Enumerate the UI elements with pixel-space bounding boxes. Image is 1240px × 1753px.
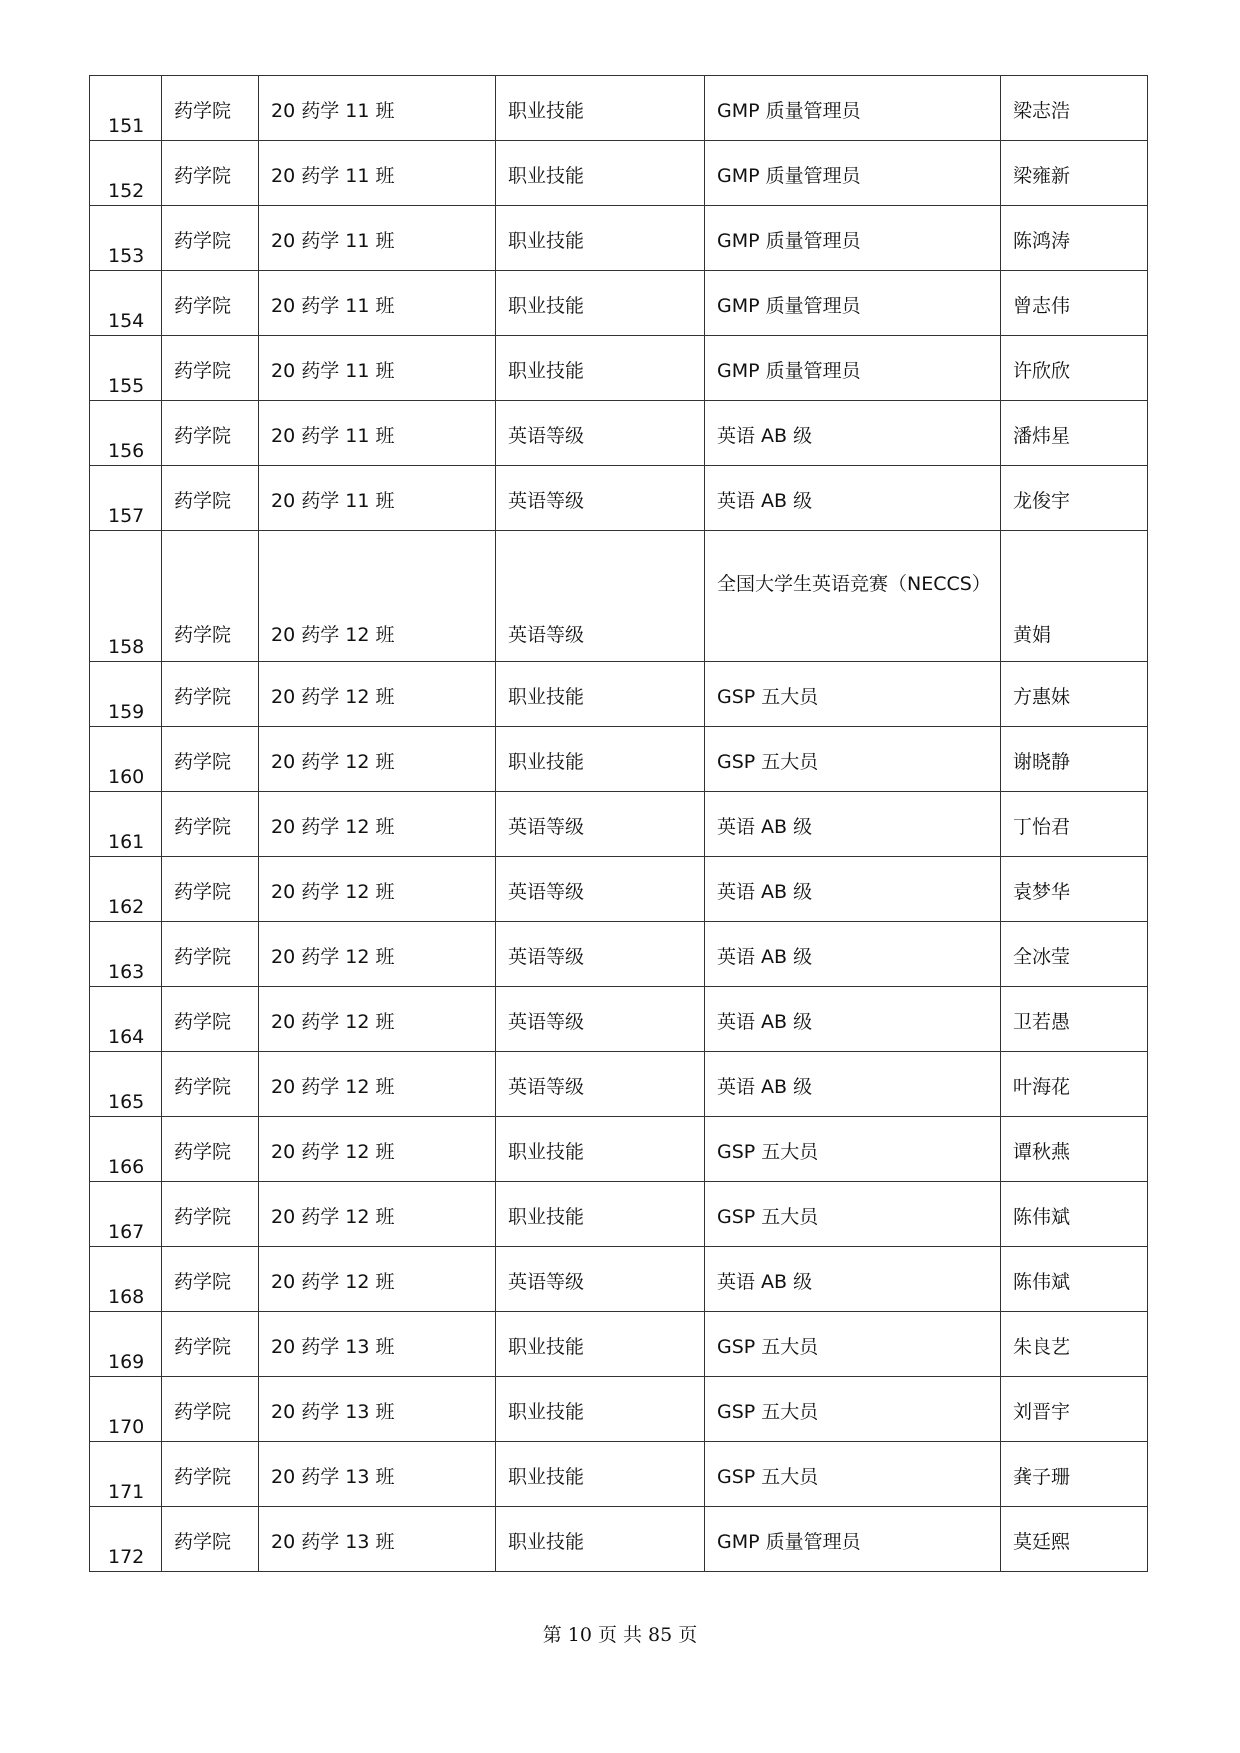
student-name-cell-text: 刘晋宇 xyxy=(1013,1401,1071,1423)
row-number-cell-text: 167 xyxy=(108,1221,145,1243)
college-cell-text: 药学院 xyxy=(174,881,232,903)
class-cell-text: 20 药学 12 班 xyxy=(271,1011,395,1033)
row-number-cell-text: 165 xyxy=(108,1091,145,1113)
class-cell-text: 20 药学 11 班 xyxy=(271,490,395,512)
category-cell xyxy=(496,1442,705,1507)
student-name-cell-text: 全冰莹 xyxy=(1013,946,1071,968)
college-cell-text: 药学院 xyxy=(174,295,232,317)
certificate-cell-text: GSP 五大员 xyxy=(717,1466,819,1488)
class-cell xyxy=(259,1377,496,1442)
certificate-cell xyxy=(705,1312,1001,1377)
student-name-cell xyxy=(1001,466,1148,531)
certificate-cell-text: GSP 五大员 xyxy=(717,686,819,708)
table-row xyxy=(90,662,1148,727)
college-cell xyxy=(162,857,259,922)
college-cell xyxy=(162,792,259,857)
row-number-cell xyxy=(90,1052,162,1117)
certificate-cell-text: GMP 质量管理员 xyxy=(717,1531,861,1553)
student-name-cell-text: 谭秋燕 xyxy=(1013,1141,1071,1163)
category-cell xyxy=(496,271,705,336)
class-cell xyxy=(259,531,496,662)
student-name-cell-text: 黄娟 xyxy=(1013,624,1052,646)
student-name-cell-text: 梁志浩 xyxy=(1013,100,1071,122)
table-row xyxy=(90,401,1148,466)
student-name-cell xyxy=(1001,987,1148,1052)
row-number-cell-text: 172 xyxy=(108,1546,145,1568)
certificate-cell xyxy=(705,727,1001,792)
table-row xyxy=(90,922,1148,987)
table-row xyxy=(90,1182,1148,1247)
college-cell-text: 药学院 xyxy=(174,1076,232,1098)
row-number-cell xyxy=(90,922,162,987)
category-cell xyxy=(496,922,705,987)
college-cell xyxy=(162,727,259,792)
certificate-cell-text: GSP 五大员 xyxy=(717,751,819,773)
row-number-cell-text: 154 xyxy=(108,310,145,332)
student-name-cell xyxy=(1001,922,1148,987)
row-number-cell xyxy=(90,336,162,401)
certificate-cell-text: GMP 质量管理员 xyxy=(717,230,861,252)
certificate-cell-text: GMP 质量管理员 xyxy=(717,295,861,317)
certificate-cell xyxy=(705,401,1001,466)
certificate-cell xyxy=(705,1507,1001,1572)
row-number-cell-text: 159 xyxy=(108,701,145,723)
class-cell-text: 20 药学 12 班 xyxy=(271,1206,395,1228)
table-row xyxy=(90,141,1148,206)
student-name-cell xyxy=(1001,857,1148,922)
table-row xyxy=(90,466,1148,531)
certificate-cell xyxy=(705,662,1001,727)
college-cell xyxy=(162,271,259,336)
row-number-cell xyxy=(90,1377,162,1442)
records-body xyxy=(90,76,1148,1572)
category-cell-text: 职业技能 xyxy=(508,1466,585,1488)
college-cell-text: 药学院 xyxy=(174,1531,232,1553)
certificate-cell-text: 英语 AB 级 xyxy=(717,1076,813,1098)
college-cell-text: 药学院 xyxy=(174,1271,232,1293)
certificate-cell xyxy=(705,1182,1001,1247)
category-cell-text: 职业技能 xyxy=(508,230,585,252)
category-cell-text: 英语等级 xyxy=(508,1076,585,1098)
category-cell xyxy=(496,401,705,466)
college-cell xyxy=(162,466,259,531)
certificate-cell xyxy=(705,1377,1001,1442)
student-name-cell xyxy=(1001,727,1148,792)
student-name-cell xyxy=(1001,1507,1148,1572)
table-row xyxy=(90,1312,1148,1377)
student-name-cell xyxy=(1001,401,1148,466)
class-cell xyxy=(259,792,496,857)
records-table xyxy=(89,75,1148,1572)
class-cell xyxy=(259,271,496,336)
table-row xyxy=(90,987,1148,1052)
college-cell xyxy=(162,1377,259,1442)
category-cell xyxy=(496,1312,705,1377)
certificate-cell xyxy=(705,531,1001,662)
certificate-cell xyxy=(705,987,1001,1052)
student-name-cell xyxy=(1001,1182,1148,1247)
student-name-cell-text: 袁梦华 xyxy=(1013,881,1071,903)
certificate-cell xyxy=(705,1117,1001,1182)
certificate-cell xyxy=(705,857,1001,922)
table-row xyxy=(90,336,1148,401)
student-name-cell-text: 陈伟斌 xyxy=(1013,1271,1071,1293)
table-row xyxy=(90,1507,1148,1572)
college-cell xyxy=(162,662,259,727)
category-cell xyxy=(496,206,705,271)
category-cell-text: 职业技能 xyxy=(508,1206,585,1228)
row-number-cell-text: 151 xyxy=(108,115,145,137)
row-number-cell xyxy=(90,531,162,662)
category-cell xyxy=(496,1052,705,1117)
category-cell-text: 英语等级 xyxy=(508,946,585,968)
certificate-cell-text: 英语 AB 级 xyxy=(717,1271,813,1293)
college-cell-text: 药学院 xyxy=(174,946,232,968)
student-name-cell xyxy=(1001,1312,1148,1377)
category-cell-text: 职业技能 xyxy=(508,686,585,708)
student-name-cell-text: 朱良艺 xyxy=(1013,1336,1071,1358)
certificate-cell xyxy=(705,1052,1001,1117)
college-cell-text: 药学院 xyxy=(174,100,232,122)
college-cell xyxy=(162,1117,259,1182)
category-cell-text: 英语等级 xyxy=(508,881,585,903)
student-name-cell xyxy=(1001,531,1148,662)
student-name-cell-text: 曾志伟 xyxy=(1013,295,1071,317)
table-row xyxy=(90,857,1148,922)
row-number-cell xyxy=(90,1182,162,1247)
category-cell-text: 英语等级 xyxy=(508,1271,585,1293)
category-cell-text: 职业技能 xyxy=(508,165,585,187)
student-name-cell-text: 潘炜星 xyxy=(1013,425,1071,447)
college-cell xyxy=(162,1312,259,1377)
college-cell-text: 药学院 xyxy=(174,1206,232,1228)
college-cell xyxy=(162,141,259,206)
student-name-cell xyxy=(1001,1377,1148,1442)
class-cell-text: 20 药学 13 班 xyxy=(271,1401,395,1423)
row-number-cell-text: 155 xyxy=(108,375,145,397)
category-cell xyxy=(496,1507,705,1572)
class-cell xyxy=(259,922,496,987)
college-cell-text: 药学院 xyxy=(174,751,232,773)
row-number-cell-text: 158 xyxy=(108,636,145,658)
category-cell xyxy=(496,1117,705,1182)
row-number-cell xyxy=(90,1117,162,1182)
certificate-cell-text: 英语 AB 级 xyxy=(717,816,813,838)
class-cell-text: 20 药学 12 班 xyxy=(271,881,395,903)
certificate-cell-text: 全国大学生英语竞赛（NECCS） xyxy=(717,573,991,595)
certificate-cell-text: 英语 AB 级 xyxy=(717,1011,813,1033)
class-cell-text: 20 药学 11 班 xyxy=(271,165,395,187)
row-number-cell xyxy=(90,987,162,1052)
college-cell xyxy=(162,987,259,1052)
college-cell-text: 药学院 xyxy=(174,816,232,838)
category-cell xyxy=(496,987,705,1052)
table-row xyxy=(90,1052,1148,1117)
certificate-cell xyxy=(705,1442,1001,1507)
row-number-cell xyxy=(90,1507,162,1572)
table-row xyxy=(90,206,1148,271)
row-number-cell xyxy=(90,76,162,141)
student-name-cell xyxy=(1001,271,1148,336)
class-cell-text: 20 药学 11 班 xyxy=(271,360,395,382)
college-cell-text: 药学院 xyxy=(174,425,232,447)
class-cell xyxy=(259,466,496,531)
certificate-cell-text: GSP 五大员 xyxy=(717,1141,819,1163)
table-row xyxy=(90,792,1148,857)
college-cell xyxy=(162,922,259,987)
row-number-cell xyxy=(90,662,162,727)
row-number-cell xyxy=(90,206,162,271)
student-name-cell-text: 许欣欣 xyxy=(1013,360,1071,382)
class-cell xyxy=(259,1182,496,1247)
row-number-cell-text: 160 xyxy=(108,766,145,788)
category-cell xyxy=(496,1377,705,1442)
student-name-cell xyxy=(1001,1247,1148,1312)
category-cell xyxy=(496,1182,705,1247)
category-cell-text: 英语等级 xyxy=(508,1011,585,1033)
certificate-cell-text: GMP 质量管理员 xyxy=(717,100,861,122)
student-name-cell-text: 龙俊宇 xyxy=(1013,490,1071,512)
table-row xyxy=(90,76,1148,141)
student-name-cell-text: 谢晓静 xyxy=(1013,751,1071,773)
row-number-cell-text: 161 xyxy=(108,831,145,853)
college-cell-text: 药学院 xyxy=(174,1336,232,1358)
category-cell-text: 英语等级 xyxy=(508,490,585,512)
student-name-cell xyxy=(1001,1052,1148,1117)
category-cell-text: 职业技能 xyxy=(508,1336,585,1358)
class-cell-text: 20 药学 12 班 xyxy=(271,686,395,708)
class-cell-text: 20 药学 12 班 xyxy=(271,624,395,646)
student-name-cell-text: 卫若愚 xyxy=(1013,1011,1071,1033)
student-name-cell-text: 方惠妹 xyxy=(1013,686,1071,708)
student-name-cell xyxy=(1001,141,1148,206)
student-name-cell xyxy=(1001,76,1148,141)
category-cell xyxy=(496,662,705,727)
certificate-cell-text: 英语 AB 级 xyxy=(717,490,813,512)
category-cell xyxy=(496,336,705,401)
class-cell xyxy=(259,1312,496,1377)
college-cell-text: 药学院 xyxy=(174,360,232,382)
college-cell xyxy=(162,1182,259,1247)
college-cell-text: 药学院 xyxy=(174,165,232,187)
table-row xyxy=(90,531,1148,662)
category-cell xyxy=(496,141,705,206)
college-cell xyxy=(162,531,259,662)
student-name-cell-text: 叶海花 xyxy=(1013,1076,1071,1098)
row-number-cell-text: 153 xyxy=(108,245,145,267)
college-cell xyxy=(162,76,259,141)
row-number-cell xyxy=(90,1442,162,1507)
class-cell-text: 20 药学 12 班 xyxy=(271,816,395,838)
row-number-cell xyxy=(90,857,162,922)
row-number-cell-text: 162 xyxy=(108,896,145,918)
row-number-cell xyxy=(90,792,162,857)
category-cell xyxy=(496,857,705,922)
row-number-cell xyxy=(90,141,162,206)
row-number-cell xyxy=(90,271,162,336)
class-cell-text: 20 药学 12 班 xyxy=(271,946,395,968)
category-cell xyxy=(496,76,705,141)
class-cell xyxy=(259,662,496,727)
college-cell xyxy=(162,206,259,271)
class-cell-text: 20 药学 11 班 xyxy=(271,100,395,122)
category-cell xyxy=(496,727,705,792)
row-number-cell-text: 171 xyxy=(108,1481,145,1503)
category-cell-text: 职业技能 xyxy=(508,295,585,317)
certificate-cell-text: GSP 五大员 xyxy=(717,1206,819,1228)
category-cell-text: 英语等级 xyxy=(508,624,585,646)
category-cell-text: 职业技能 xyxy=(508,360,585,382)
class-cell-text: 20 药学 11 班 xyxy=(271,425,395,447)
row-number-cell-text: 156 xyxy=(108,440,145,462)
row-number-cell xyxy=(90,401,162,466)
class-cell-text: 20 药学 13 班 xyxy=(271,1531,395,1553)
category-cell-text: 职业技能 xyxy=(508,751,585,773)
page-number-footer: 第 10 页 共 85 页 xyxy=(542,1624,698,1646)
certificate-cell xyxy=(705,1247,1001,1312)
student-name-cell-text: 陈伟斌 xyxy=(1013,1206,1071,1228)
category-cell-text: 职业技能 xyxy=(508,1531,585,1553)
class-cell xyxy=(259,141,496,206)
class-cell xyxy=(259,857,496,922)
student-name-cell xyxy=(1001,1117,1148,1182)
table-row xyxy=(90,1377,1148,1442)
category-cell xyxy=(496,466,705,531)
class-cell xyxy=(259,336,496,401)
row-number-cell-text: 152 xyxy=(108,180,145,202)
college-cell-text: 药学院 xyxy=(174,490,232,512)
college-cell xyxy=(162,1052,259,1117)
certificate-cell xyxy=(705,466,1001,531)
student-name-cell-text: 莫廷熙 xyxy=(1013,1531,1071,1553)
class-cell-text: 20 药学 13 班 xyxy=(271,1466,395,1488)
class-cell-text: 20 药学 11 班 xyxy=(271,230,395,252)
certificate-cell-text: GSP 五大员 xyxy=(717,1336,819,1358)
college-cell-text: 药学院 xyxy=(174,1141,232,1163)
certificate-cell xyxy=(705,922,1001,987)
college-cell xyxy=(162,336,259,401)
category-cell xyxy=(496,792,705,857)
row-number-cell xyxy=(90,727,162,792)
college-cell-text: 药学院 xyxy=(174,686,232,708)
row-number-cell xyxy=(90,466,162,531)
category-cell-text: 英语等级 xyxy=(508,425,585,447)
category-cell-text: 英语等级 xyxy=(508,816,585,838)
category-cell-text: 职业技能 xyxy=(508,1141,585,1163)
class-cell xyxy=(259,987,496,1052)
class-cell xyxy=(259,76,496,141)
class-cell xyxy=(259,1117,496,1182)
college-cell-text: 药学院 xyxy=(174,1466,232,1488)
student-name-cell xyxy=(1001,662,1148,727)
student-name-cell xyxy=(1001,336,1148,401)
class-cell xyxy=(259,401,496,466)
row-number-cell-text: 163 xyxy=(108,961,145,983)
row-number-cell-text: 157 xyxy=(108,505,145,527)
category-cell xyxy=(496,531,705,662)
college-cell xyxy=(162,401,259,466)
category-cell xyxy=(496,1247,705,1312)
student-name-cell xyxy=(1001,792,1148,857)
class-cell xyxy=(259,1442,496,1507)
class-cell-text: 20 药学 12 班 xyxy=(271,1141,395,1163)
category-cell-text: 职业技能 xyxy=(508,100,585,122)
college-cell xyxy=(162,1507,259,1572)
certificate-cell xyxy=(705,336,1001,401)
student-name-cell xyxy=(1001,206,1148,271)
table-row xyxy=(90,727,1148,792)
row-number-cell-text: 170 xyxy=(108,1416,145,1438)
certificate-cell-text: 英语 AB 级 xyxy=(717,881,813,903)
college-cell-text: 药学院 xyxy=(174,230,232,252)
category-cell-text: 职业技能 xyxy=(508,1401,585,1423)
table-row xyxy=(90,1442,1148,1507)
student-name-cell-text: 陈鸿涛 xyxy=(1013,230,1071,252)
certificate-cell-text: GMP 质量管理员 xyxy=(717,360,861,382)
student-name-cell-text: 龚子珊 xyxy=(1013,1466,1071,1488)
certificate-cell-text: GSP 五大员 xyxy=(717,1401,819,1423)
certificate-cell xyxy=(705,271,1001,336)
class-cell-text: 20 药学 12 班 xyxy=(271,1076,395,1098)
college-cell-text: 药学院 xyxy=(174,1011,232,1033)
class-cell-text: 20 药学 12 班 xyxy=(271,751,395,773)
row-number-cell-text: 164 xyxy=(108,1026,145,1048)
class-cell xyxy=(259,727,496,792)
certificate-cell-text: 英语 AB 级 xyxy=(717,946,813,968)
certificate-cell xyxy=(705,76,1001,141)
college-cell xyxy=(162,1442,259,1507)
row-number-cell-text: 168 xyxy=(108,1286,145,1308)
college-cell-text: 药学院 xyxy=(174,624,232,646)
certificate-cell xyxy=(705,792,1001,857)
row-number-cell xyxy=(90,1247,162,1312)
class-cell xyxy=(259,1052,496,1117)
table-row xyxy=(90,1247,1148,1312)
student-name-cell-text: 丁怡君 xyxy=(1013,816,1071,838)
class-cell-text: 20 药学 12 班 xyxy=(271,1271,395,1293)
class-cell-text: 20 药学 13 班 xyxy=(271,1336,395,1358)
certificate-cell-text: 英语 AB 级 xyxy=(717,425,813,447)
certificate-cell xyxy=(705,206,1001,271)
class-cell xyxy=(259,206,496,271)
row-number-cell-text: 166 xyxy=(108,1156,145,1178)
row-number-cell-text: 169 xyxy=(108,1351,145,1373)
student-name-cell-text: 梁雍新 xyxy=(1013,165,1071,187)
table-row xyxy=(90,271,1148,336)
row-number-cell xyxy=(90,1312,162,1377)
class-cell xyxy=(259,1507,496,1572)
table-row xyxy=(90,1117,1148,1182)
class-cell xyxy=(259,1247,496,1312)
class-cell-text: 20 药学 11 班 xyxy=(271,295,395,317)
certificate-cell xyxy=(705,141,1001,206)
certificate-cell-text: GMP 质量管理员 xyxy=(717,165,861,187)
college-cell-text: 药学院 xyxy=(174,1401,232,1423)
student-name-cell xyxy=(1001,1442,1148,1507)
college-cell xyxy=(162,1247,259,1312)
